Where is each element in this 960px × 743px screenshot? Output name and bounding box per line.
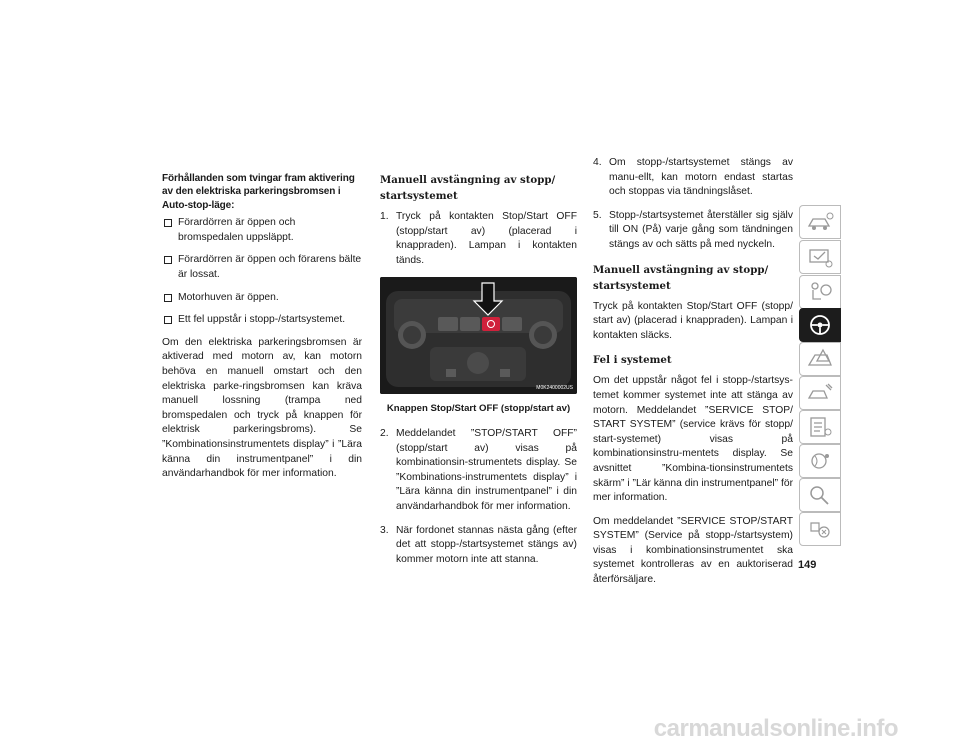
console-illustration (380, 277, 577, 394)
image-caption: Knappen Stop/Start OFF (stopp/start av) (386, 403, 571, 415)
column-1 (162, 172, 362, 491)
language-icon (805, 517, 835, 541)
list-item: 1. Tryck på kontakten Stop/Start OFF (stopp/start av) (placerad i knappraden). Lampan i kontakten tänds. (380, 211, 577, 266)
tab-maintenance[interactable] (799, 376, 841, 410)
checkbox-bullet-icon (164, 294, 172, 302)
maintenance-icon (805, 381, 835, 405)
parking-brake-paragraph: Om den elektriska parkeringsbromsen är aktiverad med motorn av, kan motorn behöva en manuell omstart och den elektriska parke-ringsbromsen kan kräva manuell lossning (trampa ned bromspedalen och tryck på knappen för elektrisk parkeringsbroms). Se ”Kombinationsinstrumentets display” i ”Lära känna din instrumentpanel” i din användarhandbok för mer information. (162, 336, 362, 480)
page-number: 149 (798, 559, 817, 571)
list-item: Förardörren är öppen och bromspedalen uppsläppt. (162, 216, 362, 245)
checkbox-bullet-icon (164, 316, 172, 324)
list-item: Förardörren är öppen och förarens bälte är lossat. (162, 253, 362, 282)
section-heading: Fel i systemet (593, 354, 672, 367)
tab-emergency[interactable] (799, 342, 841, 376)
car-info-icon (805, 210, 835, 234)
tab-safety[interactable] (799, 240, 841, 274)
specifications-icon (805, 415, 835, 439)
tab-language[interactable] (799, 512, 841, 546)
tab-airbag[interactable] (799, 275, 841, 309)
section-heading: Manuell avstängning av stopp/ startsystemet (380, 174, 556, 202)
list-item: Motorhuven är öppen. (162, 291, 362, 306)
safety-icon (805, 245, 835, 269)
list-item: Ett fel uppstår i stopp-/startsystemet. (162, 313, 362, 328)
tab-index[interactable] (799, 478, 841, 512)
airbag-icon (805, 280, 835, 304)
watermark: carmanualsonline.info (653, 715, 898, 742)
list-item: 3. När fordonet stannas nästa gång (efter det att stopp-/startsystemet stängs av) kommer motorn inte att stanna. (380, 524, 577, 565)
list-item: 4. Om stopp-/startsystemet stängs av manu-ellt, kan motorn endast startas och stoppas via tändningslåset. (593, 157, 793, 198)
section-heading: Manuell avstängning av stopp/ startsystemet (593, 263, 769, 292)
steering-wheel-icon (805, 313, 835, 337)
tab-multimedia[interactable] (799, 444, 841, 478)
hazard-icon (805, 347, 835, 371)
conditions-intro: Förhållanden som tvingar fram aktivering av den elektriska parkeringsbromsen i Auto-stop-läge: (162, 173, 355, 211)
stop-start-off-button (482, 317, 500, 331)
paragraph: Om meddelandet ”SERVICE STOP/START SYSTEM” (Service på stopp-/startsystem) visas i kombinationsinstrumentet ska systemet kontrolleras av en auktoriserad återförsäljare. (593, 515, 793, 586)
list-item: 2. Meddelandet ”STOP/START OFF” (stopp/start av) visas på kombinationsin-strumentets display. Se ”Kombinations-instrumentets display” i ”Lära känna din instrumentpanel” i din användarhandbok för mer information. (380, 427, 577, 512)
tab-car-info[interactable] (799, 205, 841, 239)
image-code: M0K2400002US (536, 385, 573, 392)
multimedia-icon (805, 449, 835, 473)
column-3 (593, 156, 793, 597)
tab-specifications[interactable] (799, 410, 841, 444)
column-2 (380, 172, 577, 576)
stop-start-button-photo (380, 277, 577, 394)
paragraph: Om det uppstår något fel i stopp-/startsys-temet kommer systemet inte att stänga av motorn. Meddelandet ”SERVICE STOP/ START SYSTEM” (service krävs för stopp/ start-systemet) visas på kombinationsinstru-mentets display. Se avsnittet ”Kombina-tionsinstrumentets skärm” i ”Lär känna din instrumentpanel” för mer information. (593, 375, 793, 504)
index-search-icon (805, 483, 835, 507)
console-button (438, 317, 458, 331)
checkbox-bullet-icon (164, 256, 172, 264)
checkbox-bullet-icon (164, 219, 172, 227)
console-button (460, 317, 480, 331)
paragraph: Tryck på kontakten Stop/Start OFF (stopp/ start av) (placerad i knappraden). Lampan i kontakten släcks. (593, 300, 793, 341)
list-item: 5. Stopp-/startsystemet återställer sig själv till ON (På) varje gång som tändningen stängs av och sätts på med nyckeln. (593, 209, 793, 250)
console-button (502, 317, 522, 331)
tab-starting-operating[interactable] (799, 308, 841, 342)
